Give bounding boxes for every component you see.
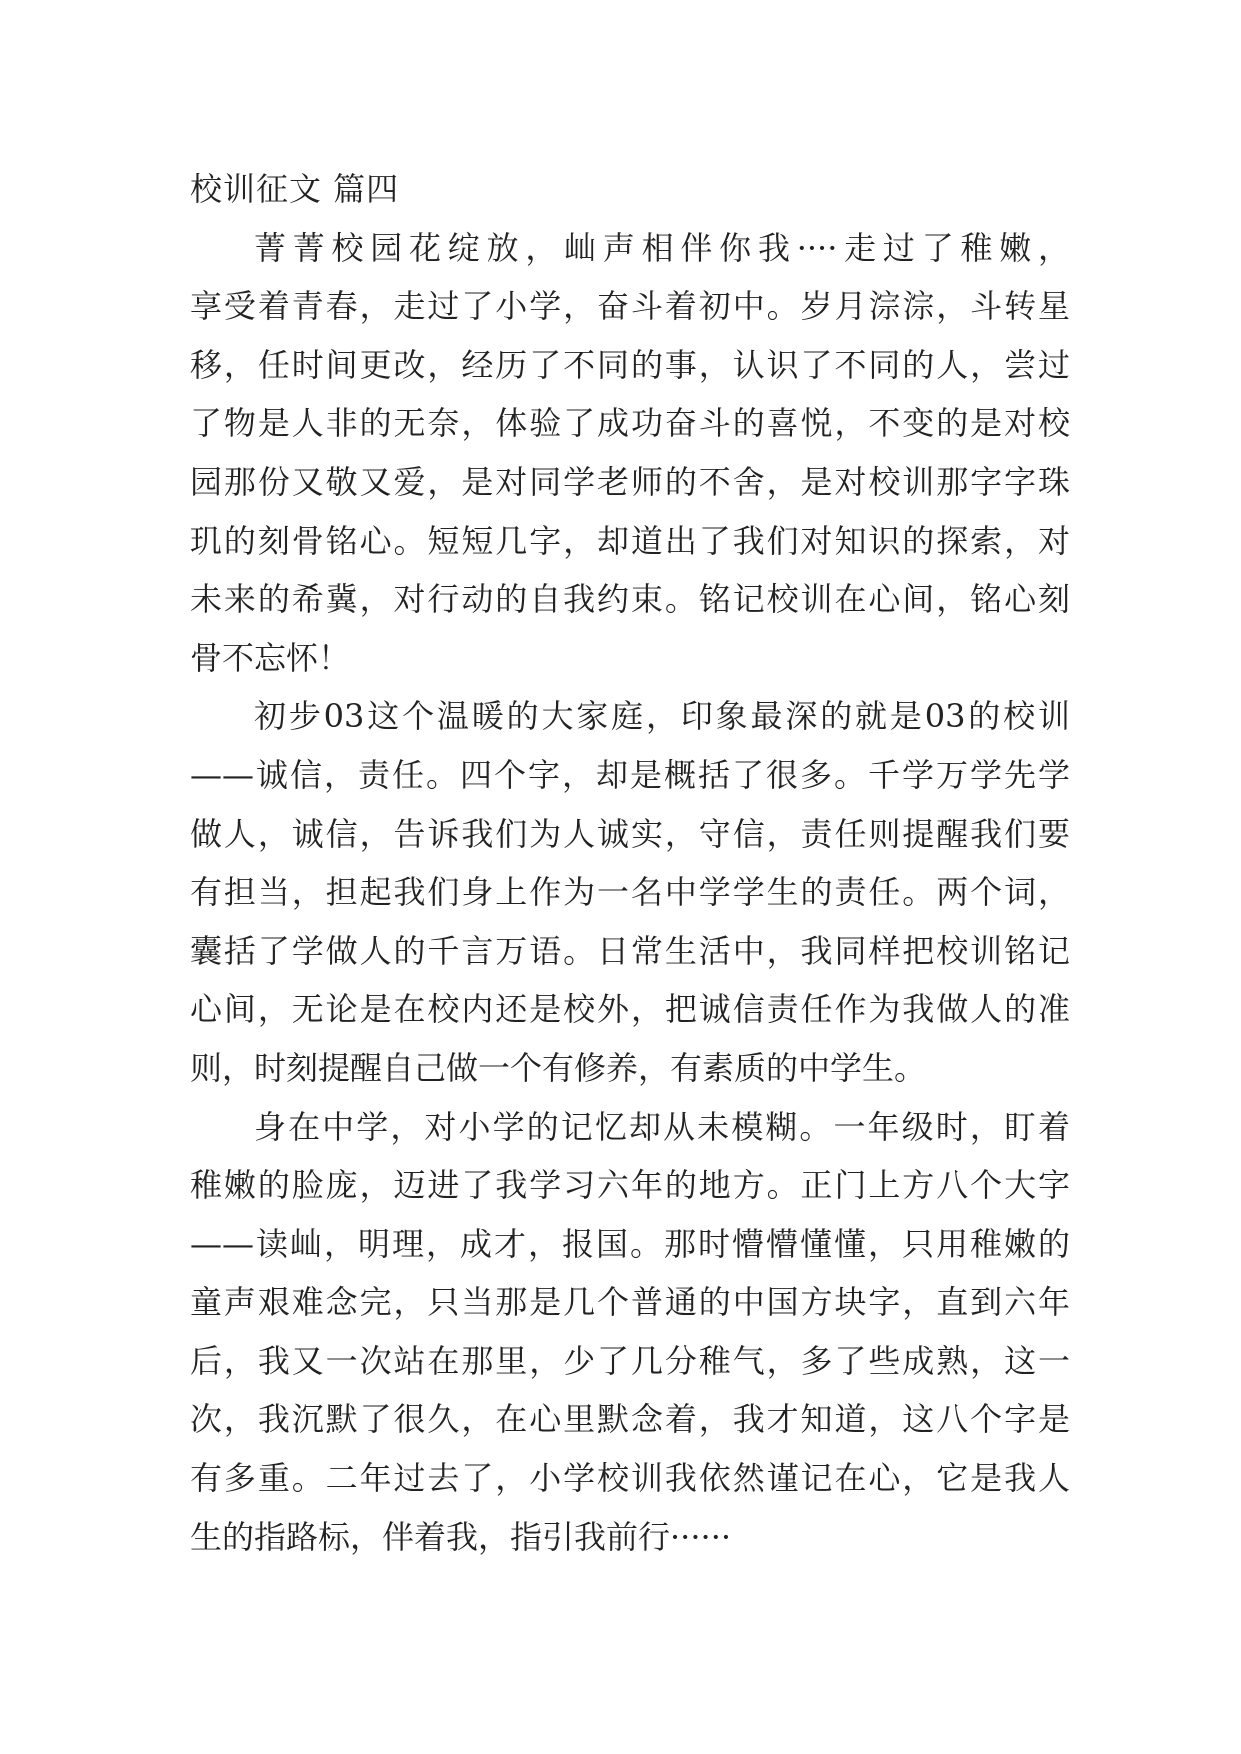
document-body <box>190 160 1070 1566</box>
paragraph-line: 稚嫩的脸庞，迈进了我学习六年的地方。正门上方八个大字 <box>190 1166 1070 1205</box>
paragraph-3 <box>190 1098 1070 1567</box>
paragraph-line: 园那份又敬又爱，是对同学老师的不舍，是对校训那字字珠 <box>190 462 1070 501</box>
paragraph-2 <box>190 687 1070 1097</box>
paragraph-line: 骨不忘怀！ <box>190 638 351 677</box>
paragraph-line: 则，时刻提醒自己做一个有修养，有素质的中学生。 <box>190 1048 927 1087</box>
paragraph-line: 有多重。二年过去了，小学校训我依然谨记在心，它是我人 <box>190 1459 1070 1498</box>
paragraph-line: 后，我又一次站在那里，少了几分稚气，多了些成熟，这一 <box>190 1341 1070 1380</box>
paragraph-line: 生的指路标，伴着我，指引我前行······ <box>190 1517 732 1556</box>
paragraph-line: 享受着青春，走过了小学，奋斗着初中。岁月淙淙，斗转星 <box>190 287 1070 326</box>
paragraph-line: 心间，无论是在校内还是校外，把诚信责任作为我做人的准 <box>190 990 1070 1029</box>
paragraph-1 <box>190 219 1070 688</box>
paragraph-line: 菁菁校园花绽放，屾声相伴你我····走过了稚嫩， <box>254 228 1070 267</box>
paragraph-line: 次，我沉默了很久，在心里默念着，我才知道，这八个字是 <box>190 1400 1070 1439</box>
paragraph-line: ——诚信，责任。四个字，却是概括了很多。千学万学先学 <box>190 755 1070 794</box>
document-title: 校训征文 篇四 <box>190 170 400 208</box>
paragraph-line: 未来的希冀，对行动的自我约束。铭记校训在心间，铭心刻 <box>190 580 1070 619</box>
paragraph-line: 了物是人非的无奈，体验了成功奋斗的喜悦，不变的是对校 <box>190 404 1070 443</box>
paragraph-line: 童声艰难念完，只当那是几个普通的中国方块字，直到六年 <box>190 1283 1070 1322</box>
paragraph-line: 玑的刻骨铭心。短短几字，却道出了我们对知识的探索，对 <box>190 521 1070 560</box>
paragraph-line: 移，任时间更改，经历了不同的事，认识了不同的人，尝过 <box>190 345 1070 384</box>
paragraph-line: 有担当，担起我们身上作为一名中学学生的责任。两个词， <box>190 873 1070 912</box>
paragraph-line: 囊括了学做人的千言万语。日常生活中，我同样把校训铭记 <box>190 931 1070 970</box>
paragraph-line: 身在中学，对小学的记忆却从未模糊。一年级时，盯着 <box>254 1107 1070 1146</box>
paragraph-line: 做人，诚信，告诉我们为人诚实，守信，责任则提醒我们要 <box>190 814 1070 853</box>
paragraph-line: ——读屾，明理，成才，报国。那时懵懵懂懂，只用稚嫩的 <box>190 1224 1070 1263</box>
paragraph-line: 初步03这个温暖的大家庭，印象最深的就是03的校训 <box>254 697 1070 736</box>
